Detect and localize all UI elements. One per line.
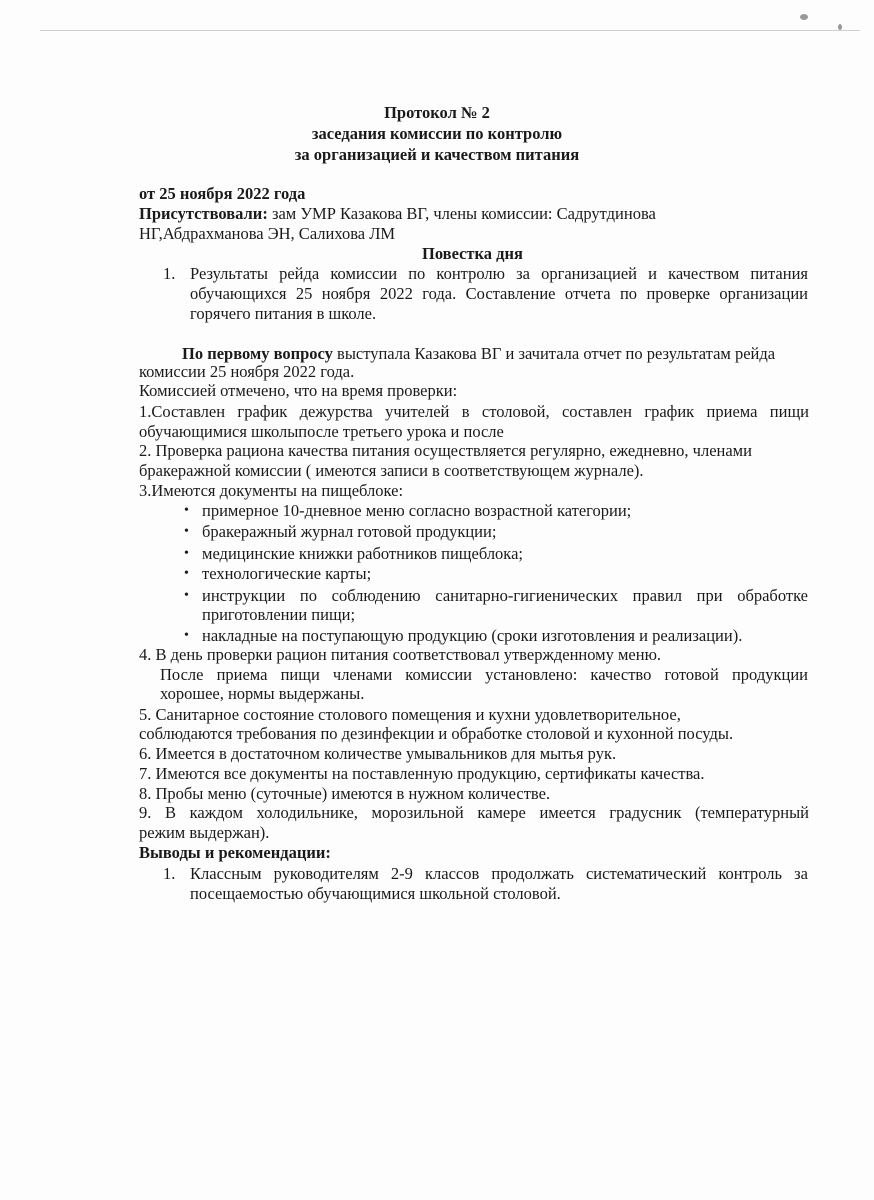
finding-3: 3.Имеются документы на пищеблоке:	[139, 481, 404, 500]
conclusion-item-text: Классным руководителям 2-9 классов продолжать систематический контроль за	[190, 864, 808, 883]
bullet-dot: •	[184, 588, 189, 603]
finding-9: режим выдержан).	[139, 823, 270, 842]
bullet-dot: •	[184, 566, 189, 581]
finding-7: 7. Имеются все документы на поставленную продукцию, сертификаты качества.	[139, 764, 705, 783]
finding-5: 5. Санитарное состояние столового помещения и кухни удовлетворительное,	[139, 705, 681, 724]
present-line	[139, 204, 656, 223]
document-subtitle: заседания комиссии по контролю	[311, 124, 563, 143]
finding-8: 8. Пробы меню (суточные) имеются в нужном количестве.	[139, 784, 551, 803]
bullet-dot: •	[184, 503, 189, 518]
scan-edge-line	[40, 30, 860, 31]
bullet-dot: •	[184, 524, 189, 539]
agenda-heading: Повестка дня	[422, 244, 523, 263]
finding-5: соблюдаются требования по дезинфекции и обработке столовой и кухонной посуды.	[139, 724, 734, 743]
document-subtitle: за организацией и качеством питания	[294, 145, 580, 164]
conclusion-item-number: 1.	[163, 864, 176, 883]
list-item: технологические карты;	[202, 564, 372, 583]
finding-4: хорошее, нормы выдержаны.	[160, 684, 365, 703]
conclusion-item-text: посещаемостью обучающимися школьной столовой.	[190, 884, 561, 903]
first-question-label: По первому вопросу	[182, 344, 333, 363]
bullet-dot: •	[184, 628, 189, 643]
first-question-text: выступала Казакова ВГ и зачитала отчет по результатам рейда	[332, 344, 776, 363]
scan-smudge	[838, 24, 842, 30]
meeting-date: от 25 ноября 2022 года	[139, 184, 306, 203]
agenda-item-text: Результаты рейда комиссии по контролю за организацией и качеством питания	[190, 264, 808, 283]
list-item: приготовлении пищи;	[202, 605, 356, 624]
finding-2: 2. Проверка рациона качества питания осуществляется регулярно, ежедневно, членами	[139, 441, 752, 460]
scan-smudge	[800, 14, 808, 20]
list-item: инструкции по соблюдению санитарно-гигиенических правил при обработке	[202, 586, 808, 605]
finding-2: бракеражной комиссии ( имеются записи в соответствующем журнале).	[139, 461, 644, 480]
finding-4: После приема пищи членами комиссии установлено: качество готовой продукции	[160, 665, 808, 684]
present-names: зам УМР Казакова ВГ, члены комиссии: Садрутдинова	[267, 204, 656, 223]
finding-1: обучающимися школыпосле третьего урока и после	[139, 422, 504, 441]
finding-4: 4. В день проверки рацион питания соответствовал утвержденному меню.	[139, 645, 662, 664]
commission-noted: Комиссией отмечено, что на время проверки:	[139, 381, 458, 400]
present-label: Присутствовали:	[139, 204, 268, 223]
list-item: бракеражный журнал готовой продукции;	[202, 522, 497, 541]
finding-6: 6. Имеется в достаточном количестве умывальников для мытья рук.	[139, 744, 617, 763]
first-question-text: комиссии 25 ноября 2022 года.	[139, 362, 355, 381]
document-title: Протокол № 2	[384, 103, 490, 122]
list-item: примерное 10-дневное меню согласно возрастной категории;	[202, 501, 632, 520]
list-item: медицинские книжки работников пищеблока;	[202, 544, 523, 563]
present-names-cont: НГ,Абдрахманова ЭН, Салихова ЛМ	[139, 224, 396, 243]
first-question-line	[182, 344, 775, 363]
finding-9: 9. В каждом холодильнике, морозильной камере имеется градусник (температурный	[139, 803, 809, 822]
list-item: накладные на поступающую продукцию (сроки изготовления и реализации).	[202, 626, 743, 645]
agenda-item-text: горячего питания в школе.	[190, 304, 377, 323]
bullet-dot: •	[184, 546, 189, 561]
conclusions-heading: Выводы и рекомендации:	[139, 843, 331, 862]
agenda-item-text: обучающихся 25 ноября 2022 года. Составление отчета по проверке организации	[190, 284, 808, 303]
finding-1: 1.Составлен график дежурства учителей в столовой, составлен график приема пищи	[139, 402, 809, 421]
agenda-item-number: 1.	[163, 264, 176, 283]
